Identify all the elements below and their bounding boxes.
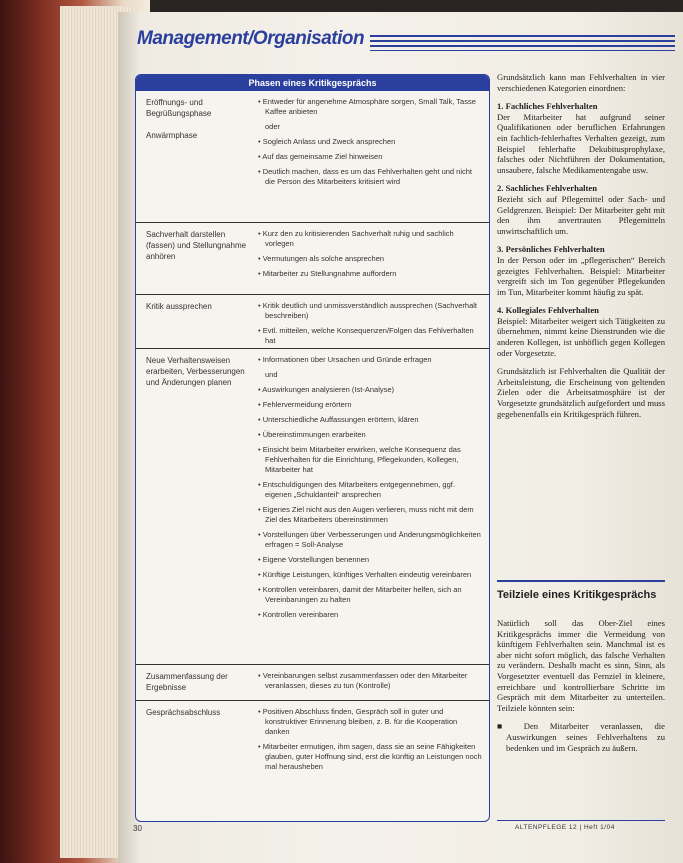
phase-actions: • Kurz den zu kritisierenden Sachverhalt ruhig und sachlich vorlegen • Vermutungen als solche ansprechen • Mitarbeiter zu Stellungnahme auffordern	[258, 229, 483, 284]
phase-label: Kritik aussprechen	[146, 302, 212, 311]
subsection-title: Teilziele eines Kritikgesprächs	[497, 580, 665, 602]
phase-label: Sachverhalt darstellen (fassen) und Stellungnahme anhören	[146, 230, 247, 261]
bullet-square-icon: ■	[497, 721, 524, 732]
journal-name: ALTENPFLEGE 12 | Heft 1/04	[515, 824, 615, 831]
section-heading: 1. Fachliches Fehlverhalten	[497, 101, 598, 112]
section-heading: 4. Kollegiales Fehlverhalten	[497, 305, 599, 316]
article-column-lower	[497, 618, 665, 761]
section-body: Bezieht sich auf Pflegemittel oder Sach- und Geldgrenzen. Beispiel: Der Mitarbeiter geht mit den ihm anvertrauten Pflegemitteln unwirtschaftlich um.	[497, 193, 665, 236]
footer-rule	[497, 820, 665, 821]
table-row	[136, 91, 489, 222]
section-body: In der Person oder im „pflegerischen“ Bereich gezeigtes Fehlverhalten. Beispiel: Mitarbeiter vergreift sich im Ton gegenüber Pflegekunden im Tun, Mitarbeiter kommt häufig zu spät.	[497, 254, 665, 297]
phase-label: Eröffnungs- und Begrüßungsphase Anwärmphase	[146, 98, 212, 140]
subsection-bullet: ■ Den Mitarbeiter veranlassen, die Auswirkungen seines Fehlverhaltens zu bedenken und im Gespräch zu äußern.	[497, 721, 666, 753]
table-row	[136, 664, 489, 701]
phase-actions: • Entweder für angenehme Atmosphäre sorgen, Small Talk, Tasse Kaffee anbieten oder • Sogleich Anlass und Zweck ansprechen • Auf das gemeinsame Ziel hinweisen • Deutlich machen, dass es um das Fehlverhalten geht und nicht die Person des Mitarbeiters kritisiert wird	[258, 97, 483, 192]
page-number: 30	[133, 824, 142, 833]
phases-table	[135, 74, 490, 822]
table-row	[136, 294, 489, 349]
table-row	[136, 700, 489, 822]
page-title: Management/Organisation	[137, 28, 365, 49]
phase-label: Zusammenfassung der Ergebnisse	[146, 672, 228, 692]
section-body: Der Mitarbeiter hat aufgrund seiner Qualifikationen oder beruflichen Erfahrungen ein fachlich-fehlerhaftes Verhalten gezeigt, zum Beispiel fehlerhafte Dekubitusprophylaxe, falsches oder Nichtführen der Dokumentation, unsaubere, falsche Medikamentengabe usw.	[497, 111, 665, 175]
table-title: Phasen eines Kritikgesprächs	[136, 75, 489, 91]
header-rule	[370, 35, 675, 51]
phase-actions: • Informationen über Ursachen und Gründe erfragen und • Auswirkungen analysieren (Ist-Analyse) • Fehlervermeidung erörtern • Unterschiedliche Auffassungen erörtern, klären • Übereinstimmungen erarbeiten • Einsicht beim Mitarbeiter erwirken, welche Konsequenz das Fehlverhalten für die Einrichtung, Pflegekunden, Kollegen, Mitarbeiter hat • Entschuldigungen des Mitarbeiters entgegennehmen, ggf. eigenen „Schuldanteil“ ansprechen • Eigenes Ziel nicht aus den Augen verlieren, muss nicht mit dem Ziel des Mitarbeiters übereinstimmen • Vorstellungen über Verbesserungen und Änderungsmöglichkeiten erfragen = Soll-Analyse • Eigene Vorstellungen benennen • Künftige Leistungen, künftiges Verhalten eindeutig vereinbaren • Kontrollen vereinbaren, damit der Mitarbeiter helfen, sich an Vereinbarungen zu halten • Kontrollen vereinbaren	[258, 355, 483, 625]
table-row	[136, 348, 489, 665]
phase-actions: • Vereinbarungen selbst zusammenfassen oder den Mitarbeiter veranlassen, dieses zu tun (Kontrolle)	[258, 671, 483, 696]
phase-actions: • Positiven Abschluss finden, Gespräch soll in guter und konstruktiver Erinnerung bleiben, z. B. für die Kooperation danken • Mitarbeiter ermutigen, ihm sagen, dass sie an seine Fähigkeiten glauben, guter Hoffnung sind, erst die künftig an Leistungen noch mal herausheben	[258, 707, 483, 777]
section-body: Grundsätzlich ist Fehlverhalten die Qualität der Arbeitsleistung, die Erscheinung von geltenden Zielen oder die Arbeitsatmosphäre ist der Vorgesetzte grundsätzlich aufgefordert und muss gegebenenfalls ein Kritikgespräch führen.	[497, 366, 665, 419]
section-heading: 3. Persönliches Fehlverhalten	[497, 244, 605, 255]
article-column	[497, 72, 665, 427]
subsection-body: Natürlich soll das Ober-Ziel eines Kritikgesprächs immer die Vermeidung von künftigem Fehlverhalten sein. Manchmal ist es aber nicht sofort möglich, das falsche Verhalten zu verändern. Deshalb macht es sinn, Sinn, als Vorgesetzter eventuell das Fernziel in kleinere, erreichbare und kontrollierbare Schritte im Gespräch mit dem Mitarbeiter zu unterteilen. Teilziele könnten sein:	[497, 618, 665, 713]
section-body: Beispiel: Mitarbeiter weigert sich Tätigkeiten zu übernehmen, nimmt keine Dienstrunden wie die anderen Kollegen, ist unhöflich gegen Kollegen oder Vorgesetzte.	[497, 315, 665, 358]
intro-paragraph: Grundsätzlich kann man Fehlverhalten in vier verschiedenen Kategorien einordnen:	[497, 72, 665, 93]
section-heading: 2. Sachliches Fehlverhalten	[497, 183, 598, 194]
phase-label: Neue Verhaltensweisen erarbeiten, Verbesserungen und Änderungen planen	[146, 356, 245, 387]
table-row	[136, 222, 489, 295]
phase-label: Gesprächsabschluss	[146, 708, 221, 717]
phase-actions: • Kritik deutlich und unmissverständlich aussprechen (Sachverhalt beschreiben) • Evtl. mitteilen, welche Konsequenzen/Folgen das Fehlverhalten hat	[258, 301, 483, 351]
